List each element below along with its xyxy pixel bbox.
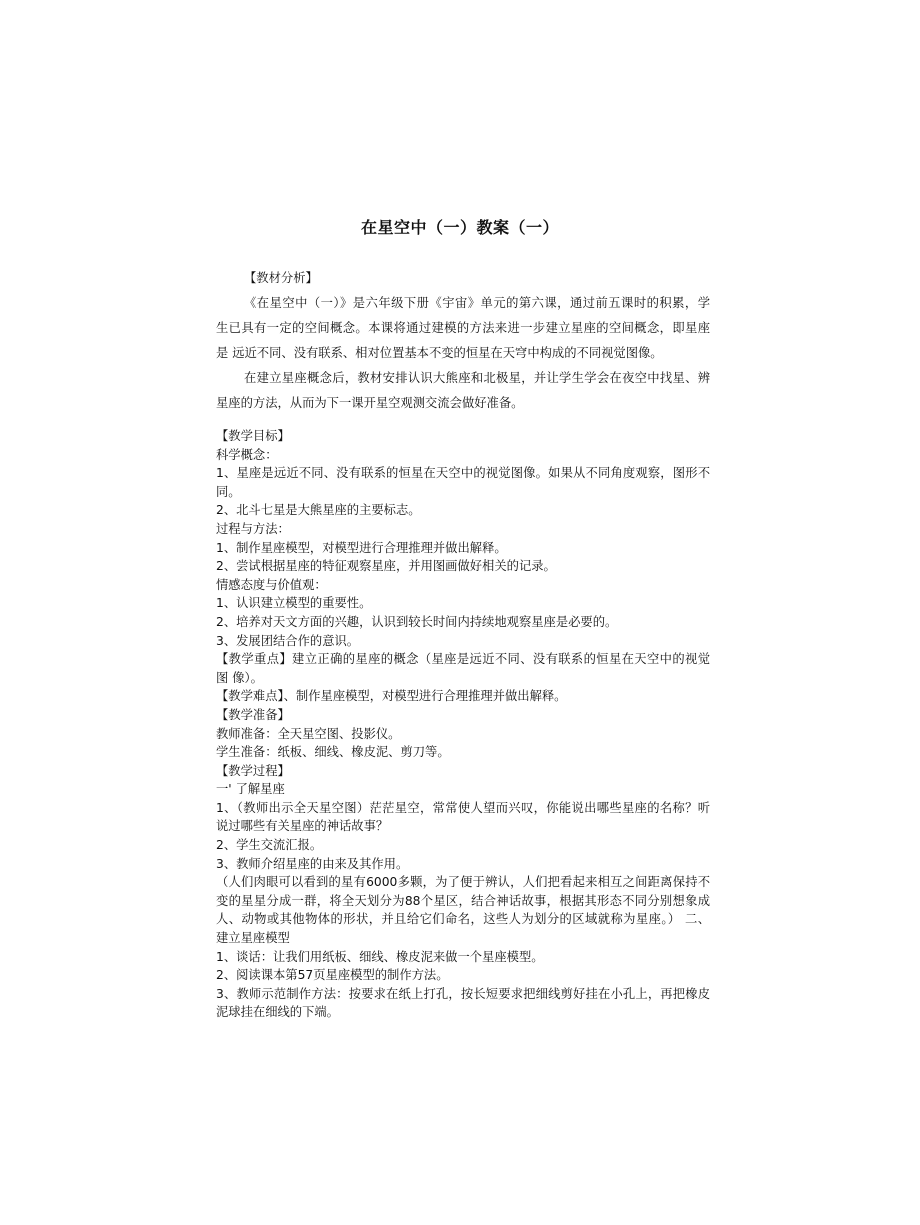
list-item-continued: 说过哪些有关星座的神话故事？ — [216, 819, 389, 834]
section-material-analysis — [216, 266, 710, 416]
list-item-continued: 同。 — [216, 484, 241, 499]
subheading: 情感态度与价值观： — [216, 577, 327, 592]
subheading: 建立星座模型 — [216, 931, 290, 946]
list-item: 1、认识建立模型的重要性。 — [216, 596, 372, 611]
section-heading-objectives: 【教学目标】 — [216, 429, 290, 443]
list-item: 3、教师示范制作方法：按要求在纸上打孔，按长短要求把细线剪好挂在小孔上，再把橡皮 — [216, 986, 710, 1001]
list-item: 2、培养对天文方面的兴趣，认识到较长时间内持续地观察星座是必要的。 — [216, 614, 618, 629]
paragraph-line: 人、动物或其他物体的形状，并且给它们命名，这些人为划分的区域就称为星座。） 二、 — [216, 912, 710, 927]
key-point-line: 【教学重点】建立正确的星座的概念（星座是远近不同、没有联系的恒星在天空中的视觉 — [216, 652, 710, 667]
list-item: 2、学生交流汇报。 — [216, 838, 323, 853]
paragraph-line: 是 远近不同、没有联系、相对位置基本不变的恒星在天穹中构成的不同视觉图像。 — [216, 346, 663, 360]
list-item: 学生准备：纸板、细线、橡皮泥、剪刀等。 — [216, 745, 450, 760]
key-point-line-continued: 图 像）。 — [216, 670, 263, 685]
list-item: 1、星座是远近不同、没有联系的恒星在天空中的视觉图像。如果从不同角度观察，图形不 — [216, 466, 710, 481]
section-body — [216, 427, 710, 1022]
difficulty-line: 【教学难点】、制作星座模型，对模型进行合理推理并做出解释。 — [216, 689, 567, 704]
paragraph-line: 生已具有一定的空间概念。本课将通过建模的方法来进一步建立星座的空间概念，即星座 — [216, 321, 710, 335]
list-item: 3、发展团结合作的意识。 — [216, 633, 360, 648]
list-item: 1、制作星座模型，对模型进行合理推理并做出解释。 — [216, 540, 507, 555]
subheading: 一' 了解星座 — [216, 782, 285, 797]
section-heading-process: 【教学过程】 — [216, 763, 290, 778]
subheading: 过程与方法： — [216, 521, 290, 536]
list-item: 3、教师介绍星座的由来及其作用。 — [216, 856, 409, 871]
section-heading: 【教材分析】 — [244, 271, 318, 285]
subheading: 科学概念： — [216, 447, 278, 462]
list-item-continued: 泥球挂在细线的下端。 — [216, 1005, 339, 1020]
list-item: 2、北斗七星是大熊星座的主要标志。 — [216, 503, 421, 518]
document-title: 在星空中（一）教案（一） — [360, 218, 559, 237]
paragraph-line: 星座的方法，从而为下一课开星空观测交流会做好准备。 — [216, 396, 524, 410]
paragraph-line: 变的星星分成一群，将全天划分为88个星区，结合神话故事，根据其形态不同分别想象成 — [216, 893, 710, 908]
paragraph-line: 在建立星座概念后，教材安排认识大熊座和北极星，并让学生学会在夜空中找星、辨 — [244, 371, 710, 385]
list-item: 1、（教师出示全天星空图）茫茫星空，常常使人望而兴叹，你能说出哪些星座的名称？听 — [216, 800, 710, 815]
list-item: 教师准备：全天星空图、投影仪。 — [216, 726, 401, 741]
paragraph-line: 《在星空中（一）》是六年级下册《宇宙》单元的第六课，通过前五课时的积累，学 — [244, 296, 710, 310]
list-item: 1、谈话：让我们用纸板、细线、橡皮泥来做一个星座模型。 — [216, 949, 544, 964]
list-item: 2、尝试根据星座的特征观察星座，并用图画做好相关的记录。 — [216, 559, 556, 574]
paragraph-line: （人们肉眼可以看到的星有6000多颗，为了便于辨认，人们把看起来相互之间距离保持不 — [216, 875, 710, 890]
section-heading-preparation: 【教学准备】 — [216, 707, 290, 722]
list-item: 2、阅读课本第57页星座模型的制作方法。 — [216, 968, 449, 983]
